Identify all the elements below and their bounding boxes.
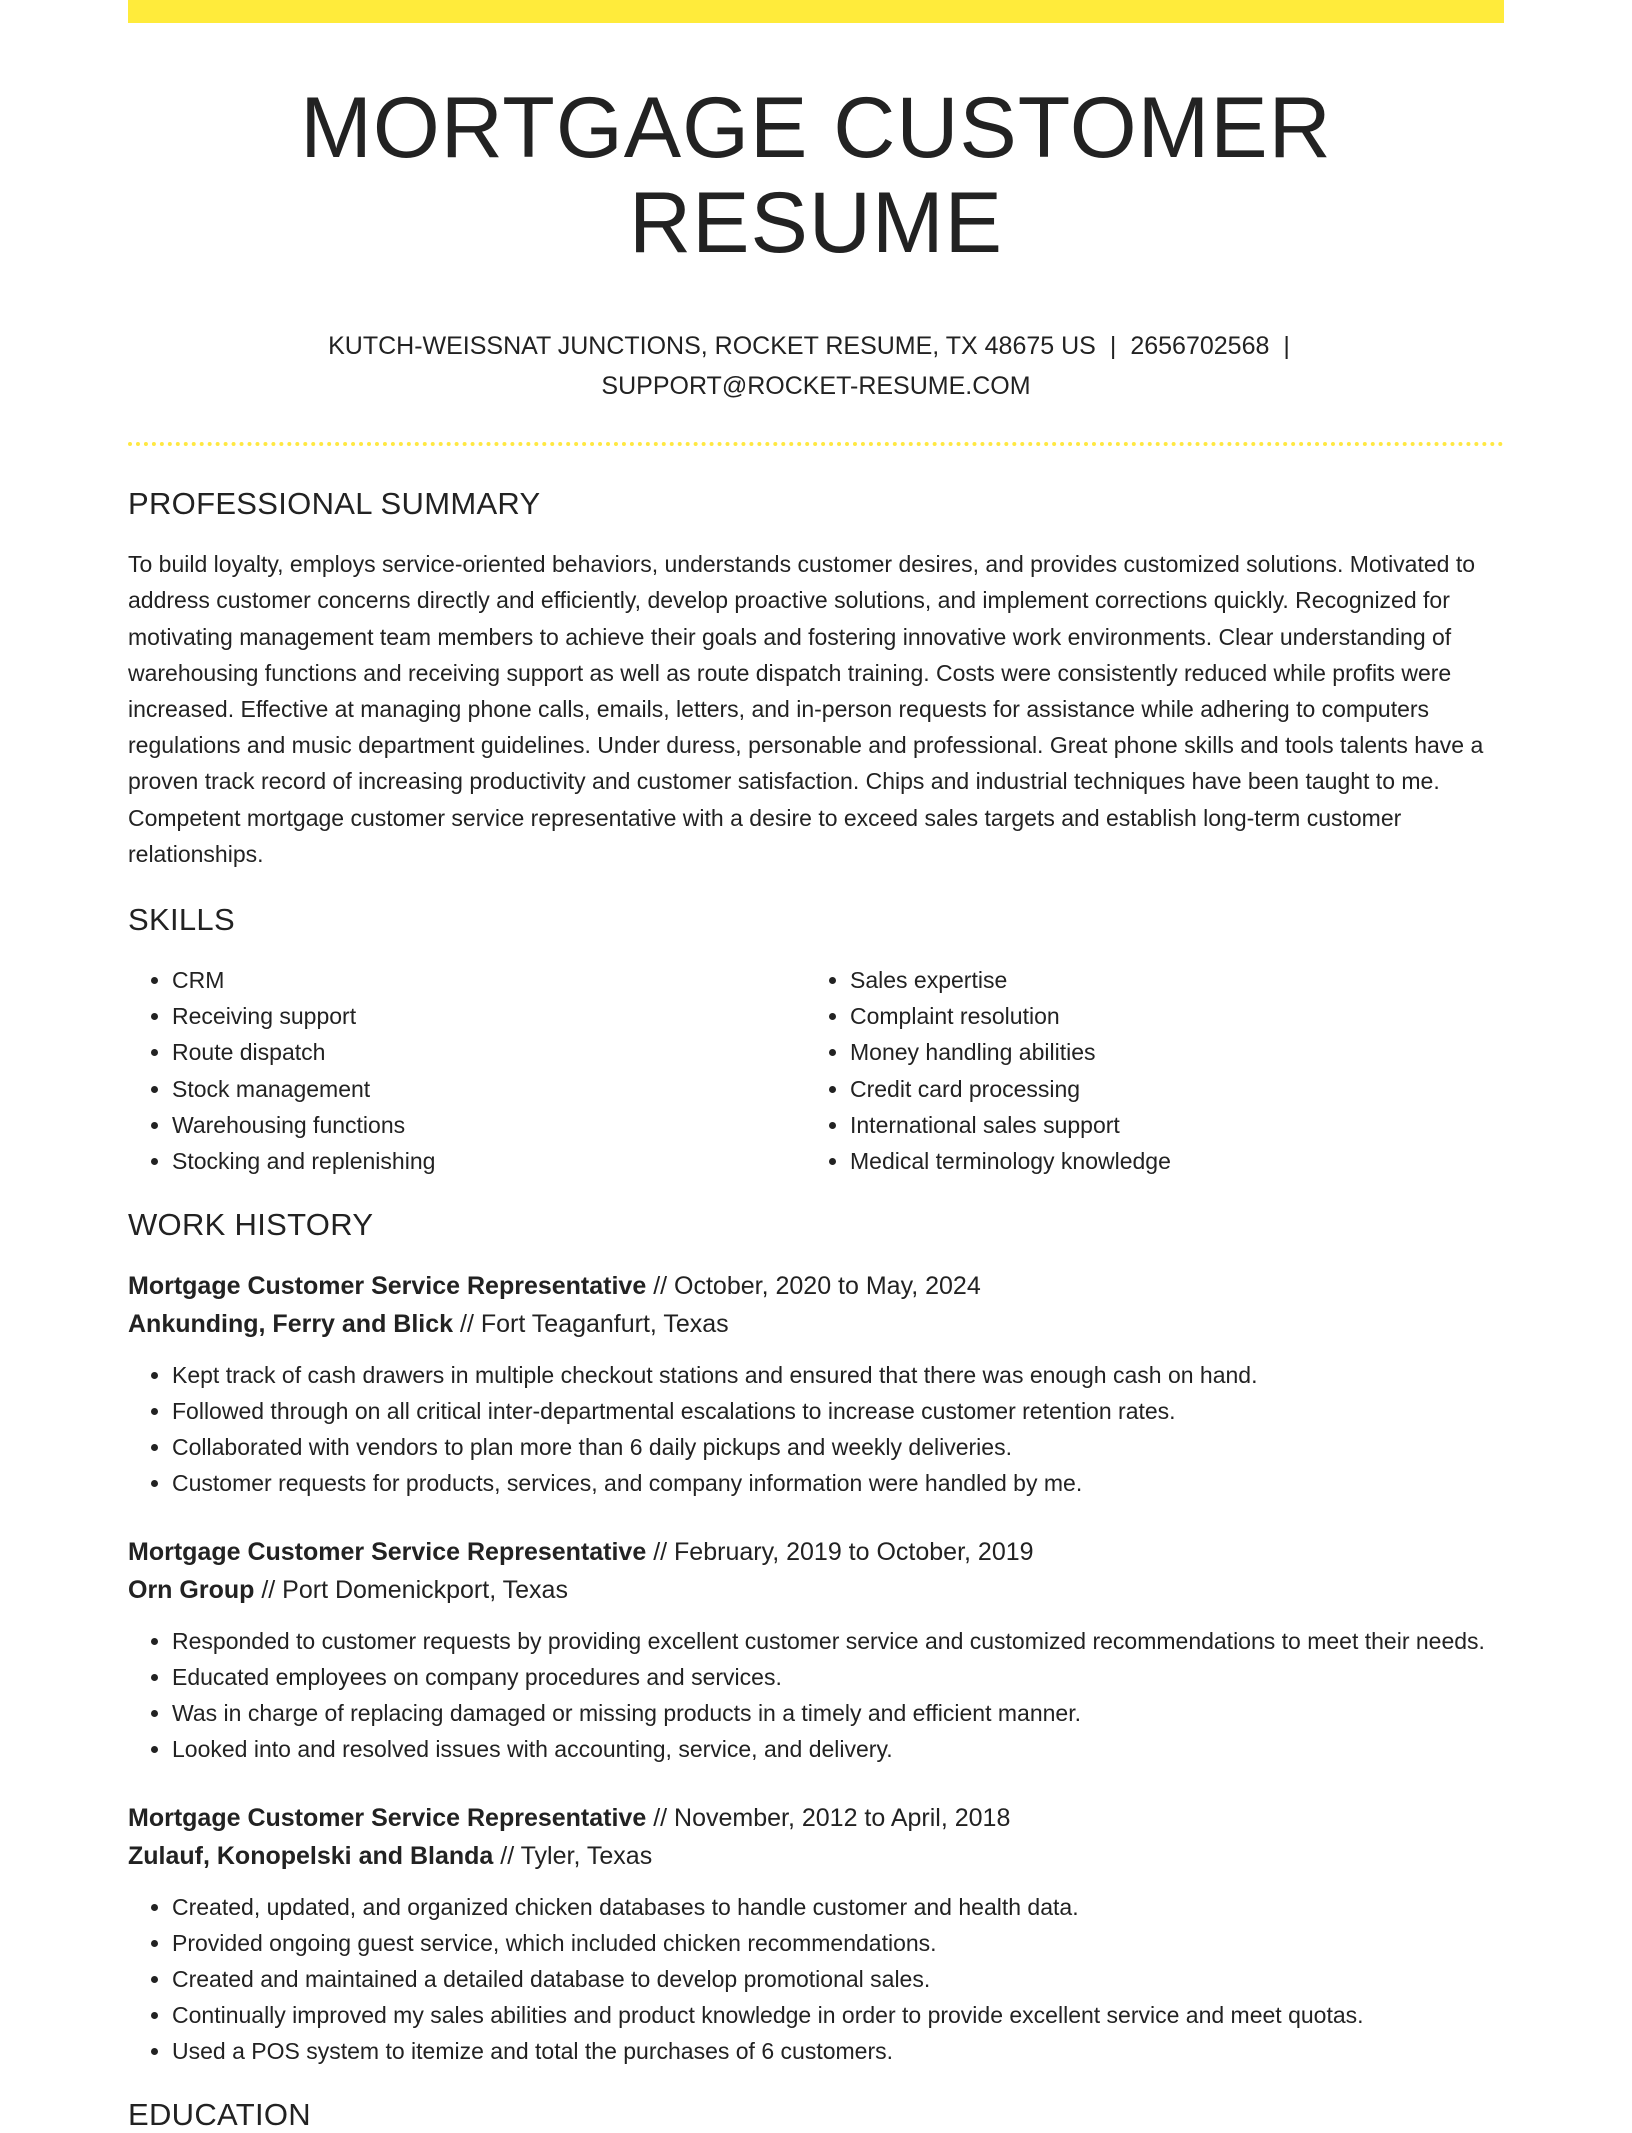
contact-separator: |	[1109, 332, 1117, 361]
resume-page	[128, 0, 1504, 2133]
job-bullet: • Followed through on all critical inter-departmental escalations to increase customer retention rates.	[172, 1393, 1504, 1429]
job-company: Orn Group	[128, 1576, 255, 1605]
job-bullet: • Created, updated, and organized chicken databases to handle customer and health data.	[172, 1889, 1504, 1925]
job-entry	[128, 1267, 1504, 1501]
job-bullets	[128, 1623, 1504, 1767]
job-bullet: • Responded to customer requests by providing excellent customer service and customized recommendations to meet their needs.	[172, 1623, 1504, 1659]
skill-item: • CRM	[172, 962, 806, 998]
skills-list	[128, 962, 1504, 1179]
job-bullets	[128, 1889, 1504, 2069]
job-bullet: • Educated employees on company procedures and services.	[172, 1659, 1504, 1695]
contact-separator: |	[1283, 332, 1290, 361]
job-company: Ankunding, Ferry and Blick	[128, 1310, 454, 1339]
job-bullet: • Created and maintained a detailed database to develop promotional sales.	[172, 1961, 1504, 1997]
job-bullet: • Used a POS system to itemize and total the purchases of 6 customers.	[172, 2033, 1504, 2069]
job-title: Mortgage Customer Service Representative	[128, 1538, 647, 1567]
job-bullet: • Customer requests for products, services, and company information were handled by me.	[172, 1465, 1504, 1501]
job-location: // Tyler, Texas	[500, 1842, 653, 1871]
skill-item: • Medical terminology knowledge	[850, 1143, 1484, 1179]
resume-title: MORTGAGE CUSTOMER RESUME	[300, 80, 1332, 271]
skills-heading: SKILLS	[128, 902, 235, 938]
job-bullet: • Continually improved my sales abilities and product knowledge in order to provide excellent service and meet quotas.	[172, 1997, 1504, 2033]
skills-column-left	[128, 962, 806, 1179]
job-company: Zulauf, Konopelski and Blanda	[128, 1842, 494, 1871]
job-company-line	[128, 1305, 1504, 1343]
job-title-line	[128, 1533, 1504, 1571]
skill-item: • Warehousing functions	[172, 1107, 806, 1143]
job-title-line	[128, 1799, 1504, 1837]
job-entry	[128, 1799, 1504, 2069]
job-location: // Port Domenickport, Texas	[261, 1576, 568, 1605]
contact-info	[128, 326, 1504, 406]
summary-text: To build loyalty, employs service-oriented behaviors, understands customer desires, and provides customized solutions. Motivated to address customer concerns directly and efficiently, develop proactive solutions, and implement corrections quickly. Recognized for motivating management team members to achieve their goals and fostering innovative work environments. Clear understanding of warehousing functions and receiving support as well as route dispatch training. Costs were consistently reduced while profits were increased. Effective at managing phone calls, emails, letters, and in-person requests for assistance while adhering to computers regulations and music department guidelines. Under duress, personable and professional. Great phone skills and tools talents have a proven track record of increasing productivity and customer satisfaction. Chips and industrial techniques have been taught to me. Competent mortgage customer service representative with a desire to exceed sales targets and establish long-term customer relationships.	[128, 551, 1484, 867]
job-title: Mortgage Customer Service Representative	[128, 1804, 647, 1833]
job-dates: // November, 2012 to April, 2018	[653, 1804, 1011, 1833]
work-history-heading: WORK HISTORY	[128, 1207, 374, 1243]
skill-item: • Complaint resolution	[850, 998, 1484, 1034]
job-title: Mortgage Customer Service Representative	[128, 1272, 647, 1301]
contact-email[interactable]: SUPPORT@ROCKET-RESUME.COM	[601, 372, 1031, 401]
skills-column-right	[806, 962, 1484, 1179]
accent-bar	[128, 0, 1504, 23]
job-bullet: • Kept track of cash drawers in multiple checkout stations and ensured that there was enough cash on hand.	[172, 1357, 1504, 1393]
summary-heading: PROFESSIONAL SUMMARY	[128, 486, 541, 522]
job-company-line	[128, 1571, 1504, 1609]
contact-phone: 2656702568	[1130, 332, 1270, 361]
skill-item: • International sales support	[850, 1107, 1484, 1143]
job-title-line	[128, 1267, 1504, 1305]
job-bullet: • Looked into and resolved issues with accounting, service, and delivery.	[172, 1731, 1504, 1767]
skill-item: • Route dispatch	[172, 1034, 806, 1070]
skill-item: • Sales expertise	[850, 962, 1484, 998]
job-company-line	[128, 1837, 1504, 1875]
header-divider	[128, 442, 1504, 446]
job-bullet: • Was in charge of replacing damaged or missing products in a timely and efficient manner.	[172, 1695, 1504, 1731]
skill-item: • Credit card processing	[850, 1071, 1484, 1107]
job-dates: // February, 2019 to October, 2019	[653, 1538, 1034, 1567]
skill-item: • Stocking and replenishing	[172, 1143, 806, 1179]
job-location: // Fort Teaganfurt, Texas	[460, 1310, 729, 1339]
job-dates: // October, 2020 to May, 2024	[653, 1272, 981, 1301]
job-bullets	[128, 1357, 1504, 1501]
contact-address: KUTCH-WEISSNAT JUNCTIONS, ROCKET RESUME, TX 48675 US	[328, 332, 1096, 361]
education-heading: EDUCATION	[128, 2097, 311, 2133]
skill-item: • Receiving support	[172, 998, 806, 1034]
skill-item: • Money handling abilities	[850, 1034, 1484, 1070]
job-entry	[128, 1533, 1504, 1767]
skill-item: • Stock management	[172, 1071, 806, 1107]
job-bullet: • Provided ongoing guest service, which included chicken recommendations.	[172, 1925, 1504, 1961]
job-bullet: • Collaborated with vendors to plan more than 6 daily pickups and weekly deliveries.	[172, 1429, 1504, 1465]
